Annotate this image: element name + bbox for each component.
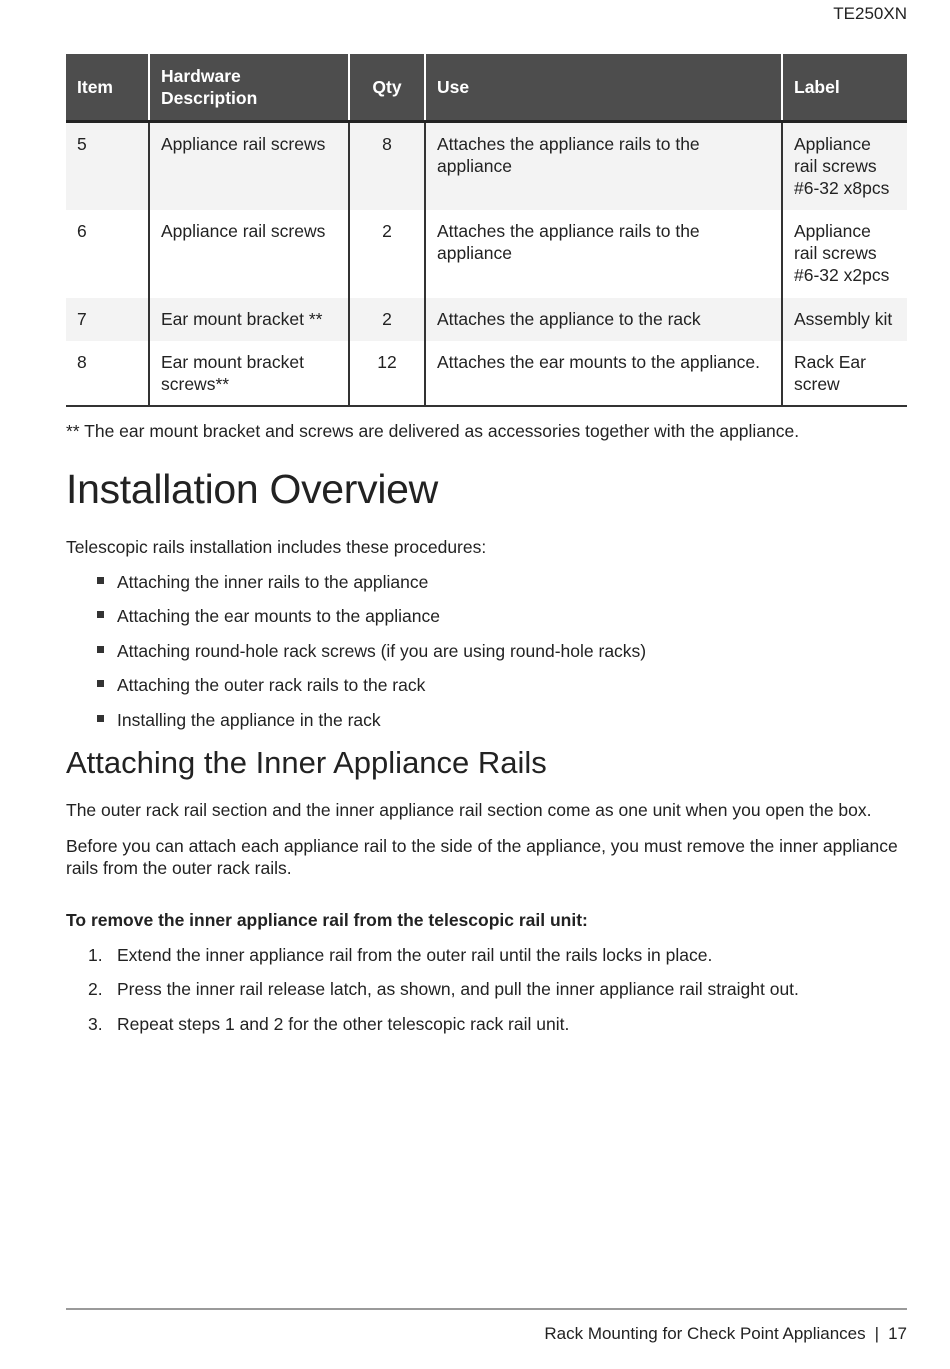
page-footer bbox=[544, 1324, 907, 1344]
document-code: TE250XN bbox=[833, 4, 907, 23]
table-footnote: ** The ear mount bracket and screws are delivered as accessories together with the appliance. bbox=[66, 421, 800, 441]
cell-use: Attaches the appliance rails to the appliance bbox=[425, 210, 782, 298]
table-row bbox=[66, 210, 907, 298]
step-text: Repeat steps 1 and 2 for the other telescopic rack rail unit. bbox=[117, 1013, 570, 1034]
cell-label: Appliance rail screws #6-32 x2pcs bbox=[782, 210, 907, 298]
list-item bbox=[66, 674, 646, 708]
steps-list bbox=[66, 944, 799, 1047]
step-text: Extend the inner appliance rail from the outer rail until the rails locks in place. bbox=[117, 945, 713, 965]
table-row bbox=[66, 341, 907, 406]
procedure-heading: To remove the inner appliance rail from the telescopic rail unit: bbox=[66, 910, 588, 930]
table-row bbox=[66, 122, 907, 210]
step-item bbox=[66, 1013, 799, 1047]
list-item bbox=[66, 709, 646, 743]
footer-divider bbox=[66, 1308, 907, 1310]
cell-item: 8 bbox=[66, 341, 149, 406]
section-heading-installation-overview: Installation Overview bbox=[66, 466, 438, 512]
list-item bbox=[66, 640, 646, 674]
cell-use: Attaches the appliance to the rack bbox=[425, 298, 782, 341]
cell-item: 6 bbox=[77, 220, 87, 241]
cell-description: Ear mount bracket ** bbox=[149, 298, 349, 341]
cell-qty: 8 bbox=[349, 122, 425, 210]
list-item bbox=[66, 605, 646, 639]
col-header-use: Use bbox=[425, 54, 782, 122]
col-header-description bbox=[149, 54, 349, 122]
col-header-item: Item bbox=[66, 54, 149, 122]
cell-qty: 12 bbox=[349, 341, 425, 406]
step-item bbox=[66, 944, 799, 978]
cell-use: Attaches the appliance rails to the appliance bbox=[425, 122, 782, 210]
paragraph: Before you can attach each appliance rail to the side of the appliance, you must remove the inner appliance rails from the outer rack rails. bbox=[66, 836, 898, 878]
list-item-text: Attaching the outer rack rails to the rack bbox=[117, 675, 426, 696]
cell-description: Appliance rail screws bbox=[149, 210, 349, 298]
list-item bbox=[66, 571, 646, 605]
list-item-text: Attaching the ear mounts to the appliance bbox=[117, 606, 440, 627]
table-header-row bbox=[66, 54, 907, 122]
list-item-text: Installing the appliance in the rack bbox=[117, 709, 381, 730]
bullet-square-icon bbox=[97, 646, 104, 653]
bullet-square-icon bbox=[97, 715, 104, 722]
col-header-description-text: Hardware Description bbox=[161, 66, 258, 108]
cell-item: 7 bbox=[66, 298, 149, 341]
cell-label: Rack Ear screw bbox=[782, 341, 907, 406]
cell-use: Attaches the ear mounts to the appliance. bbox=[425, 341, 782, 406]
hardware-table bbox=[66, 54, 907, 407]
overview-intro: Telescopic rails installation includes these procedures: bbox=[66, 537, 487, 557]
step-number: 1. bbox=[88, 945, 103, 965]
paragraph: The outer rack rail section and the inner appliance rail section come as one unit when you open the box. bbox=[66, 800, 872, 820]
cell-qty: 2 bbox=[349, 210, 425, 298]
step-item bbox=[66, 978, 799, 1012]
cell-description: Ear mount bracket screws** bbox=[149, 341, 349, 406]
cell-qty: 2 bbox=[349, 298, 425, 341]
list-item-text: Attaching the inner rails to the appliance bbox=[117, 572, 429, 592]
section-heading-inner-appliance-rails: Attaching the Inner Appliance Rails bbox=[66, 745, 547, 780]
bullet-square-icon bbox=[97, 611, 104, 618]
step-number: 3. bbox=[88, 1013, 103, 1034]
bullet-square-icon bbox=[97, 577, 104, 584]
table-row bbox=[66, 298, 907, 341]
bullet-square-icon bbox=[97, 680, 104, 687]
list-item-text: Attaching round-hole rack screws (if you are using round-hole racks) bbox=[117, 640, 647, 661]
cell-item: 5 bbox=[66, 122, 149, 210]
step-number: 2. bbox=[88, 979, 103, 1000]
col-header-label: Label bbox=[782, 54, 907, 122]
procedures-list bbox=[66, 571, 646, 743]
step-text: Press the inner rail release latch, as shown, and pull the inner appliance rail straight out. bbox=[117, 979, 799, 1000]
cell-description: Appliance rail screws bbox=[149, 122, 349, 210]
footer-separator: | bbox=[874, 1324, 880, 1343]
page-number: 17 bbox=[888, 1324, 907, 1343]
footer-title: Rack Mounting for Check Point Appliances bbox=[544, 1324, 866, 1343]
cell-label: Appliance rail screws #6-32 x8pcs bbox=[782, 122, 907, 210]
col-header-qty: Qty bbox=[349, 54, 425, 122]
cell-label: Assembly kit bbox=[782, 298, 907, 341]
